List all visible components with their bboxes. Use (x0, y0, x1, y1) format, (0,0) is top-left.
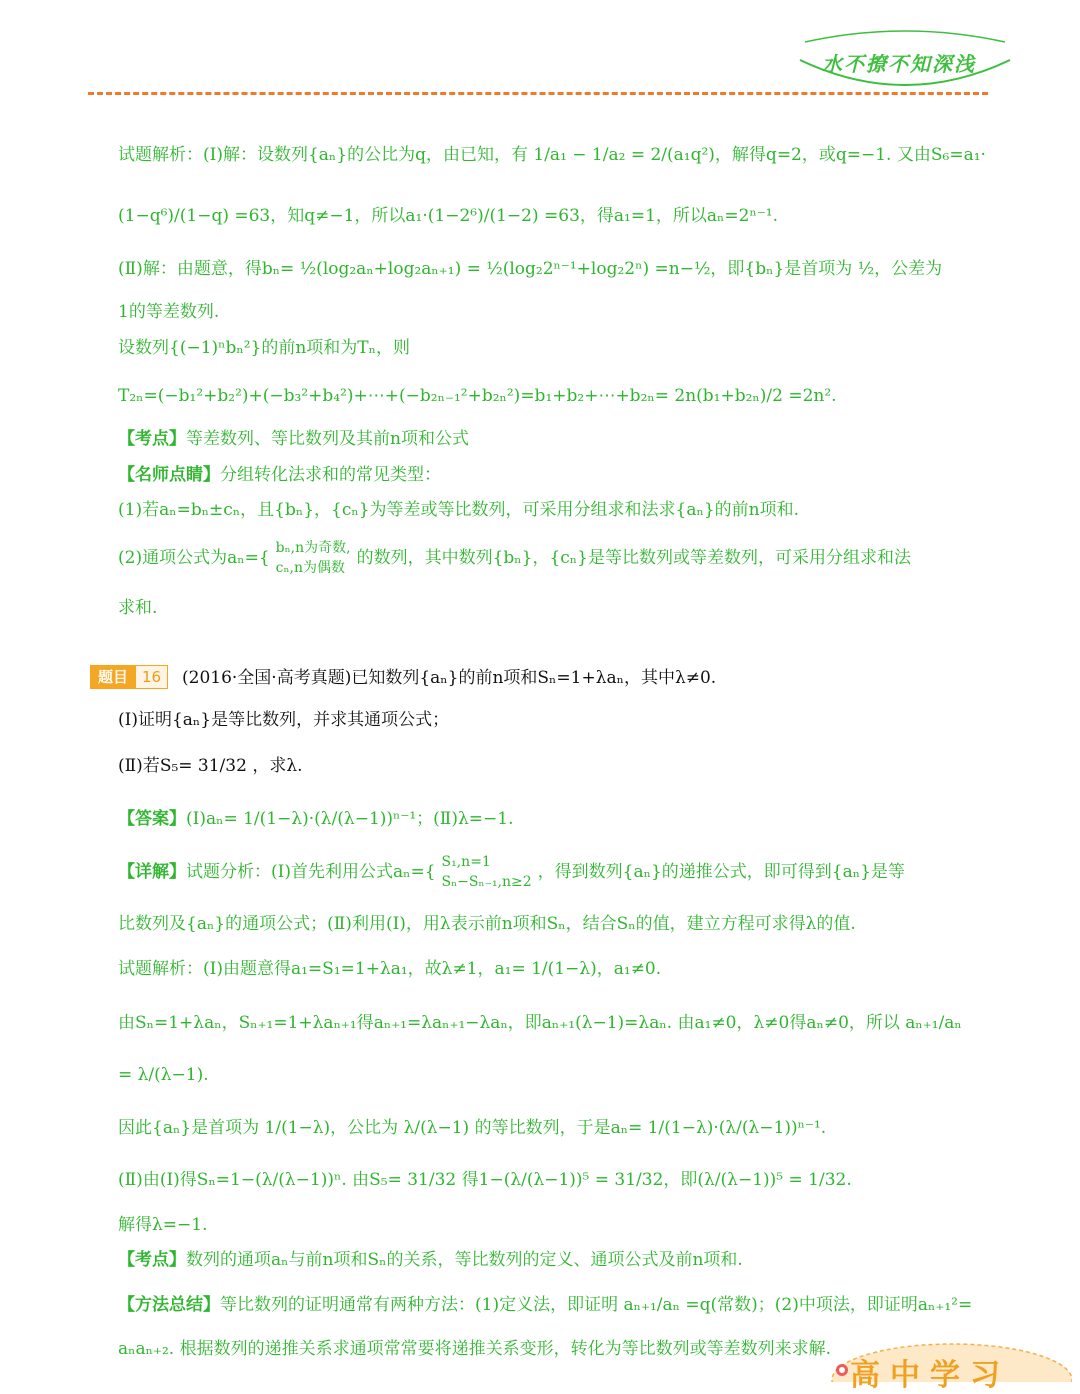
analysis-line-5: (Ⅱ)由(Ⅰ)得Sₙ=1−(λ/(λ−1))ⁿ. 由S₅= 31/32 得1−(λ/(λ−1))⁵ = 31/32，即(λ/(λ−1))⁵ = 1/32. (118, 1170, 852, 1190)
detail-case-1: S₁,n=1 (441, 854, 491, 870)
problem-stem: (2016·全国·高考真题)已知数列{aₙ}的前n项和Sₙ=1+λaₙ，其中λ≠0. (182, 668, 717, 688)
detail-lead: 试题分析：(Ⅰ)首先利用公式aₙ={ (186, 862, 436, 882)
detail-tag: 【详解】 (118, 862, 186, 882)
point-2-lead: (2)通项公式为aₙ={ (118, 548, 270, 568)
point-2-tail: 的数列，其中数列{bₙ}，{cₙ}是等比数列或等差数列，可采用分组求和法 (356, 548, 911, 568)
analysis-line-1: 试题解析：(Ⅰ)由题意得a₁=S₁=1+λa₁，故λ≠1，a₁= 1/(1−λ)，a₁≠0. (118, 959, 662, 979)
detail-piecewise (442, 852, 532, 892)
mingshi-line (118, 463, 441, 487)
case-odd: bₙ,n为奇数, (275, 540, 351, 556)
detail-line-2: 比数列及{aₙ}的通项公式；(Ⅱ)利用(Ⅰ)，用λ表示前n项和Sₙ，结合Sₙ的值，建立方程可求得λ的值. (118, 914, 856, 934)
kaodian-16-text: 数列的通项aₙ与前n项和Sₙ的关系，等比数列的定义、通项公式及前n项和. (186, 1250, 743, 1270)
detail-case-2: Sₙ−Sₙ₋₁,n≥2 (441, 874, 532, 890)
analysis-line-6: 解得λ=−1. (118, 1215, 208, 1235)
problem-badge (90, 665, 168, 689)
solution-line-3: (Ⅱ)解：由题意，得bₙ= ½(log₂aₙ+log₂aₙ₊₁) = ½(log₂2ⁿ⁻¹+log₂2ⁿ) =n−½，即{bₙ}是首项为 ½，公差为 (118, 259, 943, 279)
answer-tag: 【答案】 (118, 809, 186, 829)
header-motto: 水不撩不知深浅 (822, 52, 976, 76)
solution-line-6: T₂ₙ=(−b₁²+b₂²)+(−b₃²+b₄²)+⋯+(−b₂ₙ₋₁²+b₂ₙ²)=b₁+b₂+⋯+b₂ₙ= 2n(b₁+b₂ₙ)/2 =2n². (118, 386, 837, 406)
kaodian-16-tag: 【考点】 (118, 1250, 186, 1270)
mingshi-text: 分组转化法求和的常见类型： (220, 465, 441, 485)
solution-line-4: 1的等差数列. (118, 302, 220, 322)
problem-badge-label: 题目 (90, 665, 136, 689)
piecewise-cases (276, 538, 351, 578)
solution-line-2: (1−q⁶)/(1−q) =63，知q≠−1，所以a₁·(1−2⁶)/(1−2) =63，得a₁=1，所以aₙ=2ⁿ⁻¹. (118, 206, 778, 226)
mingshi-point-2 (118, 538, 911, 578)
detail-tail: ，得到数列{aₙ}的递推公式，即可得到{aₙ}是等 (537, 862, 905, 882)
solution-line-5: 设数列{(−1)ⁿbₙ²}的前n项和为Tₙ，则 (118, 338, 411, 358)
answer-line (118, 807, 513, 831)
fangfa-text-1: 等比数列的证明通常有两种方法：(1)定义法，即证明 aₙ₊₁/aₙ =q(常数)；(2)中项法，即证明aₙ₊₁²= (220, 1295, 973, 1315)
answer-text: (Ⅰ)aₙ= 1/(1−λ)·(λ/(λ−1))ⁿ⁻¹；(Ⅱ)λ=−1. (186, 809, 514, 829)
fangfa-line-2: aₙaₙ₊₂. 根据数列的递推关系求通项常常要将递推关系变形，转化为等比数列或等差数列来求解. (118, 1339, 831, 1359)
analysis-line-3: = λ/(λ−1). (118, 1065, 209, 1085)
kaodian-text: 等差数列、等比数列及其前n项和公式 (186, 429, 469, 449)
header-divider (88, 92, 988, 95)
kaodian-16-line (118, 1248, 743, 1272)
analysis-line-2: 由Sₙ=1+λaₙ，Sₙ₊₁=1+λaₙ₊₁得aₙ₊₁=λaₙ₊₁−λaₙ，即aₙ₊₁(λ−1)=λaₙ. 由a₁≠0，λ≠0得aₙ≠0，所以 aₙ₊₁/aₙ (118, 1013, 962, 1033)
fangfa-line-1 (118, 1293, 972, 1317)
mingshi-tag: 【名师点睛】 (118, 465, 220, 485)
mingshi-point-2-end: 求和. (118, 598, 158, 618)
detail-line-1 (118, 852, 905, 892)
kaodian-tag: 【考点】 (118, 429, 186, 449)
problem-part-1: (Ⅰ)证明{aₙ}是等比数列，并求其通项公式； (118, 710, 450, 730)
fangfa-tag: 【方法总结】 (118, 1295, 220, 1315)
mingshi-point-1: (1)若aₙ=bₙ±cₙ，且{bₙ}，{cₙ}为等差或等比数列，可采用分组求和法求{aₙ}的前n项和. (118, 500, 800, 520)
problem-badge-number: 16 (136, 665, 168, 689)
problem-part-2: (Ⅱ)若S₅= 31/32 ，求λ. (118, 756, 303, 776)
case-even: cₙ,n为偶数 (275, 560, 346, 576)
solution-line-1: 试题解析：(Ⅰ)解：设数列{aₙ}的公比为q，由已知，有 1/a₁ − 1/a₂ = 2/(a₁q²)，解得q=2，或q=−1. 又由S₆=a₁· (118, 145, 986, 165)
analysis-line-4: 因此{aₙ}是首项为 1/(1−λ)，公比为 λ/(λ−1) 的等比数列，于是aₙ= 1/(1−λ)·(λ/(λ−1))ⁿ⁻¹. (118, 1118, 827, 1138)
stamp-text: 高中学习 (850, 1358, 1010, 1393)
kaodian-line (118, 427, 469, 451)
